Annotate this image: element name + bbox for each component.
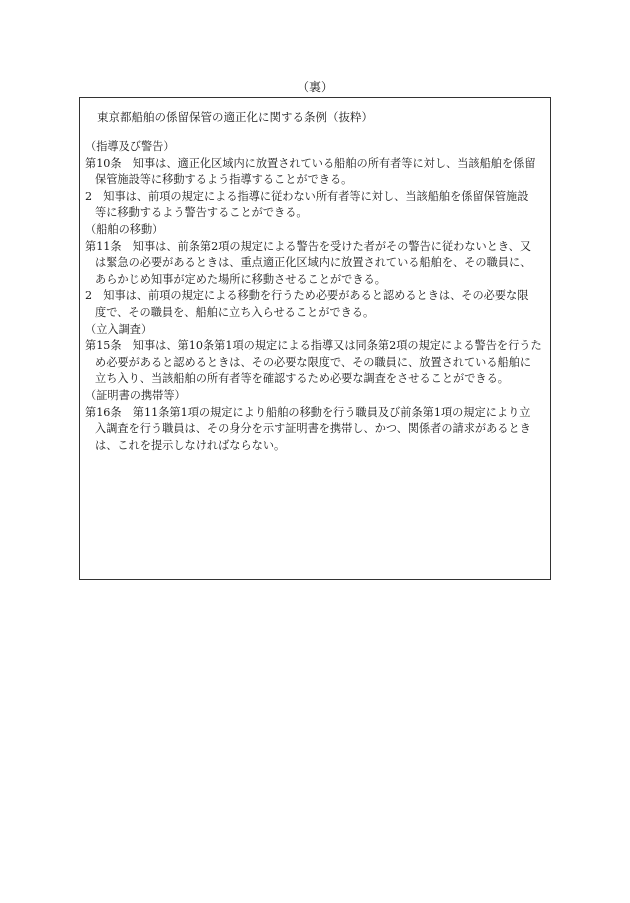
document-title: 東京都船舶の係留保管の適正化に関する条例（抜粋） [97, 110, 373, 124]
section-heading-certificate: （証明書の携帯等） [85, 388, 186, 402]
section-heading-ship-movement: （船舶の移動） [85, 222, 164, 236]
article-16-line-1: 第16条 第11条第1項の規定により船舶の移動を行う職員及び前条第1項の規定により立 [85, 405, 531, 419]
article-10-para-2-line-1: 2 知事は、前項の規定による指導に従わない所有者等に対し、当該船舶を係留保管施設 [85, 189, 529, 203]
article-11-line-3: あらかじめ知事が定めた場所に移動させることができる。 [95, 272, 386, 286]
section-heading-inspection: （立入調査） [85, 322, 153, 336]
article-10-para-2-line-2: 等に移動するよう警告することができる。 [95, 206, 308, 220]
article-11-line-1: 第11条 知事は、前条第2項の規定による警告を受けた者がその警告に従わないとき、又 [85, 239, 532, 253]
article-10-line-2: 保管施設等に移動するよう指導することができる。 [95, 173, 353, 187]
article-15-line-3: 立ち入り、当該船舶の所有者等を確認するため必要な調査をさせることができる。 [95, 372, 509, 386]
article-16-line-2: 入調査を行う職員は、その身分を示す証明書を携帯し、かつ、関係者の請求があるとき [95, 422, 531, 436]
article-16-line-3: は、これを提示しなければならない。 [95, 438, 286, 452]
article-11-para-2-line-2: 度で、その職員を、船舶に立ち入らせることができる。 [95, 305, 375, 319]
section-heading-guidance-warning: （指導及び警告） [85, 140, 175, 153]
document-body [85, 139, 547, 454]
page-side-label: （裏） [296, 80, 333, 94]
article-11-para-2-line-1: 2 知事は、前項の規定による移動を行うため必要があると認めるときは、その必要な限 [85, 289, 529, 303]
article-15-line-2: め必要があると認めるときは、その必要な限度で、その職員に、放置されている船舶に [95, 355, 532, 369]
article-11-line-2: は緊急の必要があるときは、重点適正化区域内に放置されている船舶を、その職員に、 [95, 256, 532, 270]
article-15-line-1: 第15条 知事は、第10条第1項の規定による指導又は同条第2項の規定による警告を行うた [85, 339, 542, 353]
article-10-line-1: 第10条 知事は、適正化区域内に放置されている船舶の所有者等に対し、当該船舶を係留 [85, 156, 536, 170]
